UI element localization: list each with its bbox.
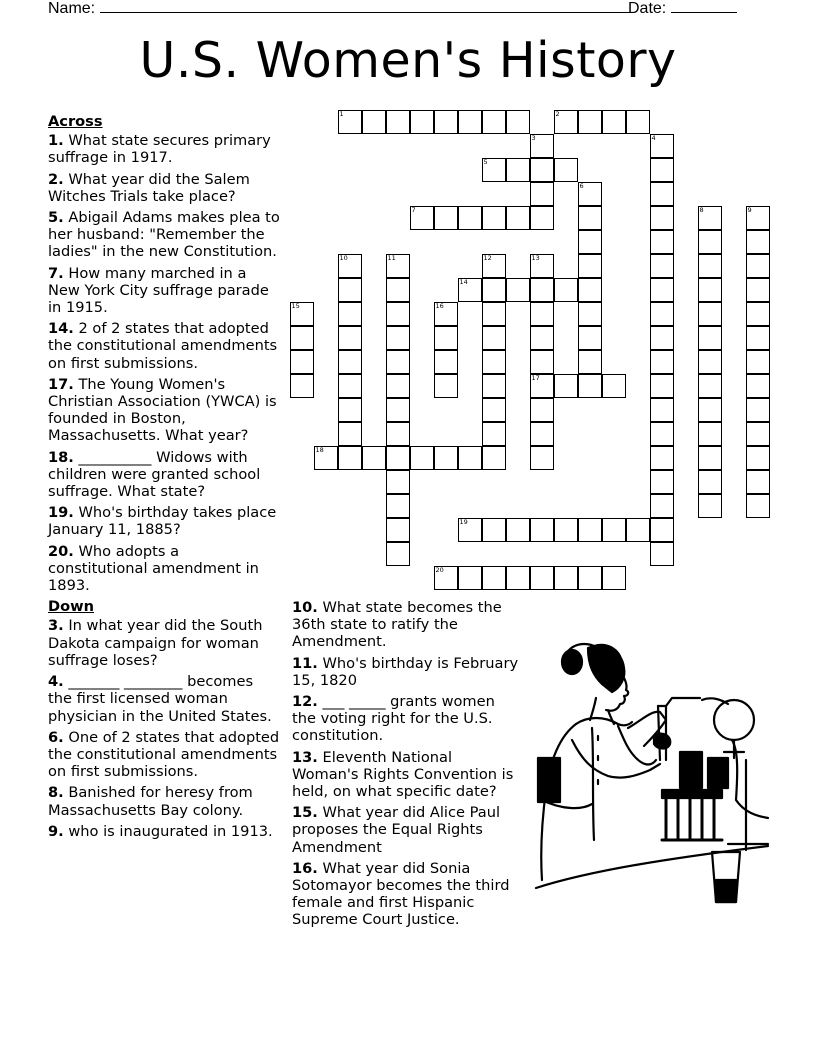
across-heading: Across bbox=[48, 113, 103, 130]
cell-number: 20 bbox=[435, 566, 444, 574]
clue-text: One of 2 states that adopted the constitutional amendments on first submissions. bbox=[48, 728, 280, 781]
crossword-cell[interactable] bbox=[578, 518, 602, 542]
crossword-cell[interactable] bbox=[650, 518, 674, 542]
clue-text: What year did Sonia Sotomayor becomes the third female and first Hispanic Supreme Court Justice. bbox=[292, 859, 510, 929]
crossword-cell[interactable] bbox=[482, 422, 506, 446]
crossword-cell[interactable] bbox=[746, 470, 770, 494]
crossword-cell[interactable] bbox=[746, 254, 770, 278]
crossword-cell[interactable] bbox=[746, 398, 770, 422]
crossword-cell[interactable] bbox=[554, 158, 578, 182]
crossword-cell[interactable] bbox=[746, 350, 770, 374]
clue-number: 10. bbox=[292, 599, 318, 616]
crossword-cell[interactable] bbox=[698, 374, 722, 398]
clue-text: What state becomes the 36th state to ratify the Amendment. bbox=[292, 599, 502, 651]
cell-number: 10 bbox=[339, 254, 348, 262]
crossword-cell[interactable] bbox=[386, 542, 410, 566]
cell-number: 12 bbox=[483, 254, 492, 262]
crossword-cell[interactable] bbox=[554, 374, 578, 398]
crossword-cell[interactable] bbox=[434, 326, 458, 350]
cell-number: 14 bbox=[459, 278, 468, 286]
clue-number: 20. bbox=[48, 542, 74, 560]
clue-text: __________ Widows with children were granted school suffrage. What state? bbox=[48, 448, 261, 501]
clue-item bbox=[48, 729, 280, 781]
crossword-cell[interactable] bbox=[410, 110, 434, 134]
clue-text: Who's birthday takes place January 11, 1885? bbox=[48, 504, 277, 539]
crossword-cell[interactable] bbox=[386, 470, 410, 494]
crossword-cell[interactable] bbox=[482, 350, 506, 374]
crossword-cell[interactable] bbox=[650, 350, 674, 374]
crossword-cell[interactable] bbox=[650, 398, 674, 422]
crossword-cell[interactable] bbox=[506, 206, 530, 230]
crossword-cell[interactable] bbox=[626, 518, 650, 542]
clue-number: 2. bbox=[48, 170, 64, 188]
clue-text: Abigail Adams makes plea to her husband: "Remember the ladies" in the new Constitution. bbox=[48, 209, 280, 261]
crossword-cell[interactable] bbox=[578, 110, 602, 134]
cell-number: 1 bbox=[339, 110, 344, 118]
crossword-cell[interactable] bbox=[338, 374, 362, 398]
crossword-cell[interactable] bbox=[338, 350, 362, 374]
clue-text: What year did Alice Paul proposes the Equal Rights Amendment bbox=[292, 804, 501, 856]
crossword-cell[interactable] bbox=[530, 350, 554, 374]
clue-number: 3. bbox=[48, 617, 64, 635]
crossword-cell[interactable] bbox=[458, 110, 482, 134]
clue-number: 18. bbox=[48, 448, 74, 466]
crossword-cell[interactable] bbox=[386, 374, 410, 398]
crossword-cell[interactable] bbox=[602, 374, 626, 398]
crossword-cell[interactable] bbox=[626, 110, 650, 134]
cell-number: 8 bbox=[699, 206, 704, 214]
crossword-cell[interactable] bbox=[506, 278, 530, 302]
clue-item bbox=[292, 599, 522, 651]
crossword-cell[interactable] bbox=[650, 542, 674, 566]
clue-number: 1. bbox=[48, 132, 64, 150]
crossword-cell[interactable] bbox=[698, 446, 722, 470]
cell-number: 4 bbox=[651, 134, 656, 142]
crossword-cell[interactable] bbox=[698, 254, 722, 278]
crossword-cell[interactable] bbox=[578, 350, 602, 374]
cell-number: 15 bbox=[291, 302, 300, 310]
crossword-cell[interactable] bbox=[338, 446, 362, 470]
clue-text: Banished for heresy from Massachusetts Bay colony. bbox=[48, 784, 253, 819]
clue-text: What year did the Salem Witches Trials take place? bbox=[48, 170, 250, 205]
crossword-cell[interactable] bbox=[530, 182, 554, 206]
crossword-cell[interactable] bbox=[650, 230, 674, 254]
crossword-cell[interactable] bbox=[746, 422, 770, 446]
crossword-cell[interactable] bbox=[650, 158, 674, 182]
crossword-cell[interactable] bbox=[602, 566, 626, 590]
clue-number: 7. bbox=[48, 264, 64, 282]
crossword-cell[interactable] bbox=[338, 278, 362, 302]
clue-item bbox=[292, 693, 522, 745]
crossword-cell[interactable] bbox=[362, 110, 386, 134]
cell-number: 19 bbox=[459, 518, 468, 526]
crossword-cell[interactable] bbox=[698, 398, 722, 422]
clue-text: Who's birthday is February 15, 1820 bbox=[292, 654, 519, 689]
crossword-cell[interactable] bbox=[362, 446, 386, 470]
woman-scientist-illustration bbox=[532, 640, 772, 910]
crossword-cell[interactable] bbox=[602, 110, 626, 134]
crossword-cell[interactable] bbox=[386, 446, 410, 470]
clue-item bbox=[48, 784, 280, 818]
clue-text: Who adopts a constitutional amendment in 1893. bbox=[48, 542, 259, 595]
crossword-cell[interactable] bbox=[338, 326, 362, 350]
crossword-cell[interactable] bbox=[290, 326, 314, 350]
crossword-cell[interactable] bbox=[386, 302, 410, 326]
crossword-cell[interactable] bbox=[578, 326, 602, 350]
crossword-cell[interactable] bbox=[434, 446, 458, 470]
crossword-cell[interactable] bbox=[386, 326, 410, 350]
crossword-cell[interactable] bbox=[434, 206, 458, 230]
crossword-cell[interactable] bbox=[530, 278, 554, 302]
down-clue-list-left bbox=[48, 617, 280, 839]
clue-item bbox=[48, 617, 280, 669]
crossword-cell[interactable] bbox=[506, 110, 530, 134]
crossword-cell[interactable] bbox=[530, 302, 554, 326]
cell-number: 6 bbox=[579, 182, 584, 190]
clue-number: 6. bbox=[48, 728, 64, 746]
crossword-cell[interactable] bbox=[698, 230, 722, 254]
crossword-cell[interactable] bbox=[650, 326, 674, 350]
clue-number: 17. bbox=[48, 375, 74, 393]
crossword-cell[interactable] bbox=[482, 110, 506, 134]
clue-item bbox=[48, 673, 280, 725]
crossword-cell[interactable] bbox=[338, 302, 362, 326]
cell-number: 16 bbox=[435, 302, 444, 310]
crossword-cell[interactable] bbox=[650, 470, 674, 494]
cell-number: 13 bbox=[531, 254, 540, 262]
crossword-cell[interactable] bbox=[434, 110, 458, 134]
crossword-cell[interactable] bbox=[698, 470, 722, 494]
crossword-cell[interactable] bbox=[482, 398, 506, 422]
page-title: U.S. Women's History bbox=[139, 32, 677, 89]
clue-item bbox=[292, 655, 522, 689]
cell-number: 17 bbox=[531, 374, 540, 382]
cell-number: 11 bbox=[387, 254, 396, 262]
crossword-cell[interactable] bbox=[506, 566, 530, 590]
clue-text: The Young Women's Christian Association (YWCA) is founded in Boston, Massachusetts. What year? bbox=[48, 375, 277, 445]
crossword-cell[interactable] bbox=[386, 518, 410, 542]
crossword-cell[interactable] bbox=[482, 326, 506, 350]
crossword-cell[interactable] bbox=[578, 278, 602, 302]
crossword-cell[interactable] bbox=[698, 326, 722, 350]
crossword-cell[interactable] bbox=[458, 446, 482, 470]
crossword-cell[interactable] bbox=[482, 302, 506, 326]
cell-number: 18 bbox=[315, 446, 324, 454]
crossword-cell[interactable] bbox=[698, 494, 722, 518]
crossword-cell[interactable] bbox=[650, 206, 674, 230]
crossword-cell[interactable] bbox=[458, 566, 482, 590]
crossword-cell[interactable] bbox=[650, 182, 674, 206]
clue-number: 12. bbox=[292, 693, 318, 711]
crossword-cell[interactable] bbox=[554, 518, 578, 542]
crossword-cell[interactable] bbox=[530, 518, 554, 542]
clue-number: 11. bbox=[292, 654, 318, 672]
clue-number: 14. bbox=[48, 320, 74, 338]
crossword-cell[interactable] bbox=[746, 278, 770, 302]
clue-item bbox=[292, 860, 522, 929]
crossword-cell[interactable] bbox=[530, 446, 554, 470]
crossword-cell[interactable] bbox=[482, 446, 506, 470]
clue-item bbox=[48, 823, 280, 840]
clue-text: 2 of 2 states that adopted the constitutional amendments on first submissions. bbox=[48, 320, 278, 372]
crossword-cell[interactable] bbox=[698, 278, 722, 302]
crossword-cell[interactable] bbox=[530, 158, 554, 182]
crossword-cell[interactable] bbox=[338, 422, 362, 446]
crossword-cell[interactable] bbox=[290, 350, 314, 374]
crossword-cell[interactable] bbox=[506, 518, 530, 542]
crossword-cell[interactable] bbox=[650, 302, 674, 326]
crossword-cell[interactable] bbox=[434, 350, 458, 374]
crossword-cell[interactable] bbox=[578, 374, 602, 398]
crossword-cell[interactable] bbox=[650, 278, 674, 302]
crossword-cell[interactable] bbox=[698, 350, 722, 374]
crossword-cell[interactable] bbox=[338, 398, 362, 422]
clue-number: 13. bbox=[292, 748, 318, 766]
crossword-cell[interactable] bbox=[386, 350, 410, 374]
clue-number: 19. bbox=[48, 504, 74, 522]
crossword-cell[interactable] bbox=[698, 422, 722, 446]
crossword-cell[interactable] bbox=[530, 206, 554, 230]
crossword-cell[interactable] bbox=[554, 566, 578, 590]
clue-text: Eleventh National Woman's Rights Convention is held, on what specific date? bbox=[292, 748, 514, 801]
crossword-cell[interactable] bbox=[578, 566, 602, 590]
crossword-cell[interactable] bbox=[482, 566, 506, 590]
crossword-cell[interactable] bbox=[386, 278, 410, 302]
crossword-cell[interactable] bbox=[746, 446, 770, 470]
crossword-cell[interactable] bbox=[290, 374, 314, 398]
crossword-cell[interactable] bbox=[386, 494, 410, 518]
crossword-cell[interactable] bbox=[602, 518, 626, 542]
crossword-cell[interactable] bbox=[578, 206, 602, 230]
crossword-cell[interactable] bbox=[650, 374, 674, 398]
crossword-cell[interactable] bbox=[578, 230, 602, 254]
crossword-cell[interactable] bbox=[482, 518, 506, 542]
crossword-cell[interactable] bbox=[386, 398, 410, 422]
crossword-cell[interactable] bbox=[698, 302, 722, 326]
clue-text: In what year did the South Dakota campaign for woman suffrage loses? bbox=[48, 617, 263, 669]
crossword-cell[interactable] bbox=[506, 158, 530, 182]
crossword-cell[interactable] bbox=[386, 110, 410, 134]
clue-item bbox=[292, 749, 522, 801]
clue-number: 9. bbox=[48, 822, 64, 840]
crossword-cell[interactable] bbox=[746, 230, 770, 254]
crossword-cell[interactable] bbox=[530, 566, 554, 590]
crossword-cell[interactable] bbox=[554, 278, 578, 302]
crossword-cell[interactable] bbox=[746, 302, 770, 326]
crossword-cell[interactable] bbox=[482, 278, 506, 302]
crossword-cell[interactable] bbox=[650, 494, 674, 518]
cell-number: 7 bbox=[411, 206, 416, 214]
crossword-cell[interactable] bbox=[386, 422, 410, 446]
crossword-cell[interactable] bbox=[746, 374, 770, 398]
cell-number: 3 bbox=[531, 134, 536, 142]
clue-item bbox=[292, 804, 522, 856]
crossword-cell[interactable] bbox=[578, 302, 602, 326]
clue-number: 5. bbox=[48, 209, 64, 227]
crossword-cell[interactable] bbox=[482, 206, 506, 230]
cell-number: 5 bbox=[483, 158, 488, 166]
clue-text: who is inaugurated in 1913. bbox=[63, 822, 273, 840]
clue-number: 8. bbox=[48, 784, 64, 802]
crossword-cell[interactable] bbox=[650, 422, 674, 446]
crossword-cell[interactable] bbox=[578, 254, 602, 278]
date-label: Date: bbox=[628, 0, 667, 17]
clue-text: How many marched in a New York City suffrage parade in 1915. bbox=[48, 264, 269, 317]
clue-text: _______ ________ becomes the first licensed woman physician in the United States. bbox=[48, 673, 272, 725]
crossword-cell[interactable] bbox=[458, 206, 482, 230]
clue-column-right bbox=[292, 599, 522, 933]
crossword-cell[interactable] bbox=[650, 254, 674, 278]
crossword-cell[interactable] bbox=[650, 446, 674, 470]
crossword-cell[interactable] bbox=[530, 398, 554, 422]
crossword-cell[interactable] bbox=[746, 326, 770, 350]
down-heading: Down bbox=[48, 598, 95, 616]
clue-number: 4. bbox=[48, 673, 64, 691]
cell-number: 9 bbox=[747, 206, 752, 214]
crossword-cell[interactable] bbox=[746, 494, 770, 518]
cell-number: 2 bbox=[555, 110, 560, 118]
down-clue-list-right bbox=[292, 599, 522, 929]
crossword-cell[interactable] bbox=[410, 446, 434, 470]
clue-number: 15. bbox=[292, 804, 318, 822]
crossword-cell[interactable] bbox=[434, 374, 458, 398]
clue-text: ___ _____ grants women the voting right for the U.S. constitution. bbox=[292, 693, 495, 745]
clue-text: What state secures primary suffrage in 1917. bbox=[48, 132, 271, 167]
name-label: Name: bbox=[48, 0, 96, 17]
clue-number: 16. bbox=[292, 859, 318, 877]
crossword-cell[interactable] bbox=[482, 374, 506, 398]
crossword-cell[interactable] bbox=[530, 326, 554, 350]
crossword-cell[interactable] bbox=[530, 422, 554, 446]
